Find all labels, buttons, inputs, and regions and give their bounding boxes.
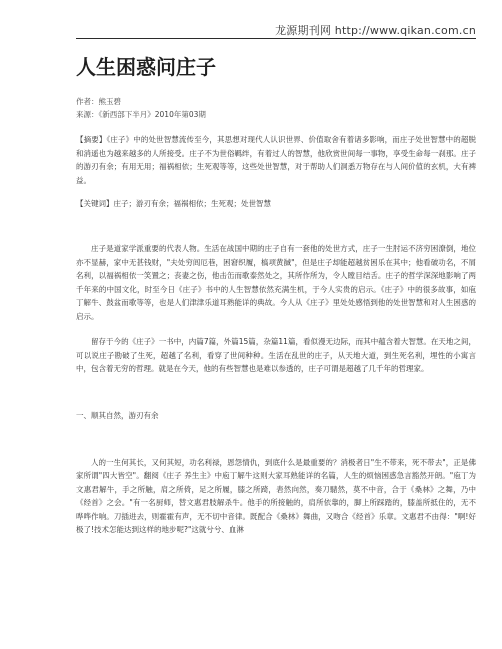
article-keywords: 【关键词】庄子；游刃有余；福祸相依；生死观；处世智慧	[76, 199, 271, 208]
article	[76, 55, 476, 537]
journal-masthead: 龙源期刊网 http://www.qikan.com.cn	[275, 24, 476, 37]
article-source: 来源：《新西部下半月》2010年第03期	[76, 110, 206, 119]
header-rule	[76, 38, 476, 39]
article-title: 人生困惑问庄子	[76, 55, 216, 79]
section-heading: 一、顺其自然，游刃有余	[76, 410, 159, 420]
article-author: 作者：熊玉碧	[76, 97, 121, 106]
section-paragraph: 人的一生何其长，又何其短，功名利禄，恩怨情仇，到底什么是最重要的？消极者日"生不带来，死不带去"，正是佛家所谓"四大皆空"。翻阅《庄子 养生主》中庖丁解牛这则大家耳熟能详的名篇，人生的烦恼困惑急言豁然开朗。"庖丁为文惠君解牛，手之所触，肩之所倚，足之所履，膝之所踦，砉然向然，奏刀騞然，莫不中音，合于《桑林》之舞，乃中《经首》之会。"有一名厨师，替文惠君肢解杀牛。他手的所接触的，肩所依靠的，脚上所踩踏的，膝盖所抵住的，无不哗哗作响。刀插进去，则霍霍有声，无不切中音律。既配合《桑林》舞曲，又吻合《经首》乐章。文惠君不由得："啊!好极了!技术怎能达到这样的地步呢?"这就兮兮、血淋	[76, 457, 476, 534]
body-paragraph: 庄子是道家学派重要的代表人物。生活在战国中期的庄子自有一套他的处世方式，庄子一生肘运不济穷困潦倒，地位亦不显赫，家中无甚钱财，"夫处穷闾厄巷，困窘织履，槁项黄馘"，但是庄子却能超越贫困乐在其中；他看破功名，不屑名利，以福祸相依一笑置之；丧妻之伤，他击缶而歌泰然处之，其所作所为，令人瞠目结舌。庄子的哲学深深地影响了两千年来的中国文化，时至今日《庄子》书中的人生智慧依然充满生机，于今人实贵的启示。《庄子》中的很多故事，如庖丁解牛、鼓盆而歌等等，也是人们津津乐道耳熟能详的典故。今人从《庄子》里处处感悟到他的处世智慧和对人生困惑的启示。	[76, 244, 476, 321]
article-abstract: 【摘要】《庄子》中的处世智慧流传至今，其思想对现代人认识世界、价值取舍有着诸多影响，而庄子处世智慧中的超脱和消遥也为越来越多的人所接受。庄子不为世俗羁绊，有着过人的智慧，他欣赏世间每一事物，享受生命每一刹那。庄子的游刃有余；有用无用；福祸相依；生死观等等，这些处世智慧，对于帮助人们洞悉万物存在与人间价值的玄机，大有裨益。	[76, 135, 476, 185]
body-paragraph: 留存于今的《庄子》一书中，内篇7篇，外篇15篇，杂篇11篇，看似漫无边际，而其中蕴含着大智慧。在天地之间，可以说庄子勘破了生死，超越了名利，看穿了世间种种。生活在乱世的庄子，从天地大道，到生死名利，埋性的小寓言中，包含着无穷的哲理。就是在今天，他的有些智慧也是难以参透的，庄子可谓是超越了几千年的哲理家。	[76, 337, 476, 373]
